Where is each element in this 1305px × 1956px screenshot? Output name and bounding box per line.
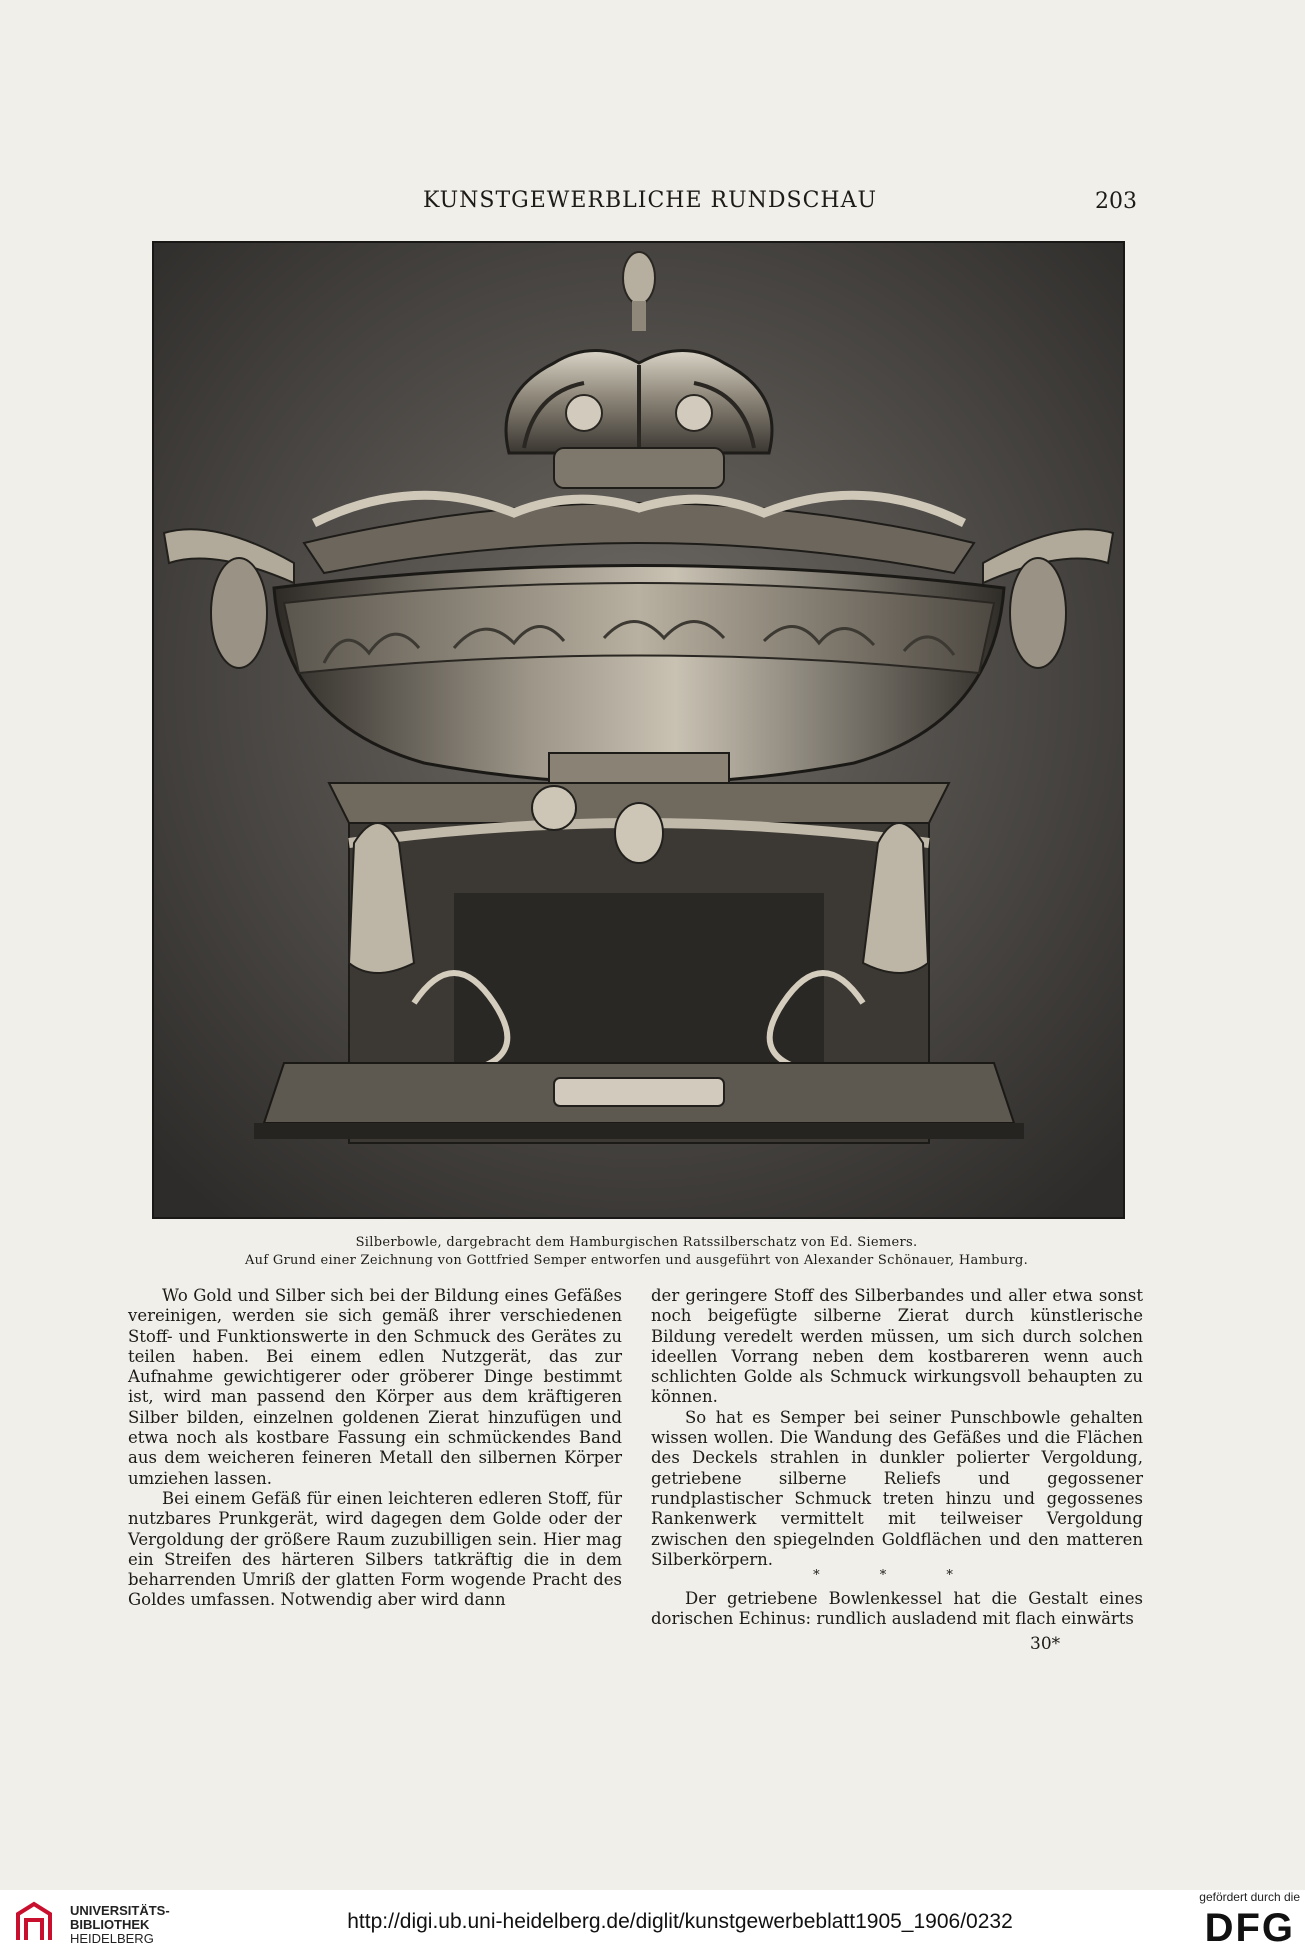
paragraph: Wo Gold und Silber sich bei der Bildung eines Gefäßes vereinigen, werden sie sich gemäß ihrer verschiedenen Stoff- und Funktionswerte in den Schmuck des Gerätes zu teilen haben. Bei einem edlen Nutzgerät, das zur Aufnahme gewichtigerer oder gröberer Dinge bestimmt ist, wird man passend den Körper aus dem kräftigeren Silber bilden, einzelnen goldenen Zierat hinzufügen und etwa noch als kostbare Fassung ein schmückendes Band aus dem weicheren feineren Metall den silbernen Körper umziehen lassen.: [128, 1286, 622, 1488]
signature-mark: 30*: [1030, 1634, 1061, 1654]
text-column-right-continued: [651, 1589, 1143, 1630]
paragraph: der geringere Stoff des Silberbandes und aller etwa sonst noch beigefügte silberne Zierat durch künstlerische Bildung veredelt werden müssen, um sich durch solchen ideellen Vorrang neben dem kostbareren wenn auch schlichten Golde als Schmuck wirkungsvoll behaupten zu können.: [651, 1286, 1143, 1407]
library-name-line: HEIDELBERG: [70, 1931, 154, 1946]
paragraph: Bei einem Gefäß für einen leichteren edleren Stoff, für nutzbares Prunkgerät, wird dagegen dem Golde oder der Vergoldung der größere Raum zuzubilligen sein. Hier mag ein Streifen des härteren Silbers tatkräftig die in dem beharrenden Umriß der glatten Form wogende Pracht des Goldes umfassen. Notwendig aber wird dann: [128, 1488, 622, 1610]
figure-caption-line-2: Auf Grund einer Zeichnung von Gottfried Semper entworfen und ausgeführt von Alexander Schönauer, Hamburg.: [244, 1253, 1029, 1268]
dfg-logo: DFG: [1204, 1906, 1295, 1950]
text-column-right: [651, 1286, 1143, 1570]
paragraph: Der getriebene Bowlenkessel hat die Gestalt eines dorischen Echinus: rundlich ausladend mit flach einwärts: [651, 1589, 1143, 1629]
figure-caption-line-1: Silberbowle, dargebracht dem Hamburgischen Ratssilberschatz von Ed. Siemers.: [355, 1235, 918, 1250]
text-column-left: [128, 1286, 622, 1611]
running-header: KUNSTGEWERBLICHE RUNDSCHAU: [422, 188, 878, 213]
funding-caption: gefördert durch die: [1199, 1890, 1300, 1904]
university-library-logo-icon: [14, 1900, 54, 1944]
library-name: [70, 1904, 170, 1946]
source-url-link[interactable]: http://digi.ub.uni-heidelberg.de/diglit/kunstgewerbeblatt1905_1906/0232: [347, 1910, 1013, 1933]
page-number: 203: [1095, 189, 1137, 214]
paragraph: So hat es Semper bei seiner Punschbowle gehalten wissen wollen. Die Wandung des Gefäßes und die Flächen des Deckels strahlen in dunkler polierter Vergoldung, getriebene silberne Reliefs und gegossener rundplastischer Schmuck treten hinzu und gegossenes Rankenwerk vermittelt mit teilweiser Vergoldung zwischen den spiegelnden Goldflächen und den matteren Silberkörpern.: [651, 1407, 1143, 1569]
silver-punch-bowl-illustration: [154, 243, 1123, 1217]
library-name-line: UNIVERSITÄTS-: [70, 1903, 170, 1918]
section-separator: * * *: [813, 1568, 981, 1583]
library-name-line: BIBLIOTHEK: [70, 1917, 150, 1932]
figure-photograph: [152, 241, 1125, 1219]
